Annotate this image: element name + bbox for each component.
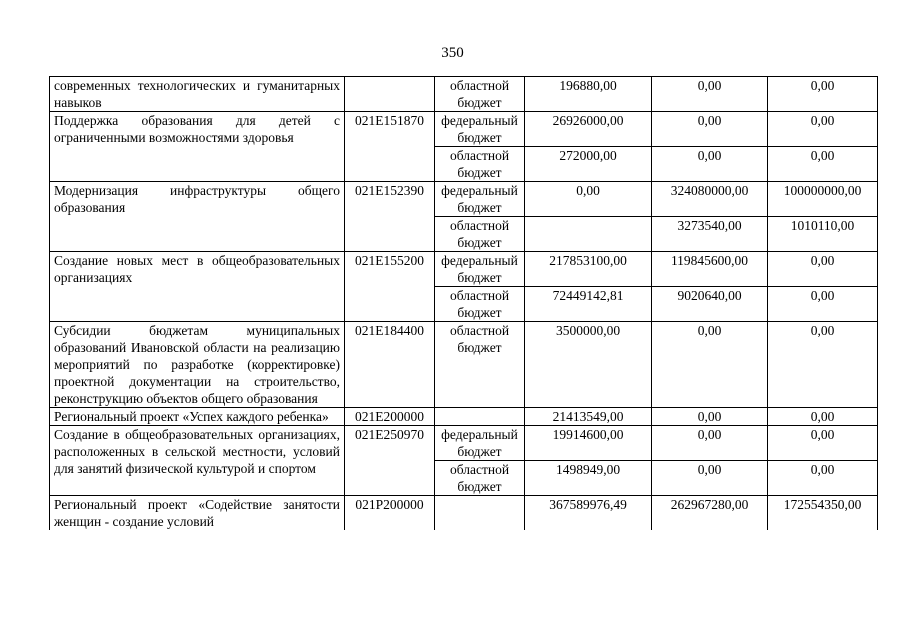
- table-row: [50, 252, 878, 287]
- table-row: [50, 322, 878, 408]
- table-row: [50, 112, 878, 147]
- table-row: [50, 496, 878, 531]
- funding-source: федеральный бюджет: [435, 182, 525, 217]
- value-3: 0,00: [768, 408, 878, 426]
- funding-source: областной бюджет: [435, 461, 525, 496]
- value-1: 217853100,00: [525, 252, 652, 287]
- row-code: 021E184400: [345, 322, 435, 408]
- value-1: 1498949,00: [525, 461, 652, 496]
- value-2: 119845600,00: [652, 252, 768, 287]
- value-2: 3273540,00: [652, 217, 768, 252]
- table-row: [50, 182, 878, 217]
- value-3: 0,00: [768, 77, 878, 112]
- row-code: 021P200000: [345, 496, 435, 531]
- funding-source: [435, 408, 525, 426]
- funding-source: областной бюджет: [435, 147, 525, 182]
- value-2: 0,00: [652, 461, 768, 496]
- row-code: 021E250970: [345, 426, 435, 496]
- row-code: 021E152390: [345, 182, 435, 252]
- funding-source: областной бюджет: [435, 287, 525, 322]
- value-3: 100000000,00: [768, 182, 878, 217]
- value-1: 26926000,00: [525, 112, 652, 147]
- value-3: 172554350,00: [768, 496, 878, 531]
- row-code: [345, 77, 435, 112]
- value-1: 21413549,00: [525, 408, 652, 426]
- funding-source: федеральный бюджет: [435, 252, 525, 287]
- budget-table: [49, 76, 878, 530]
- value-2: 324080000,00: [652, 182, 768, 217]
- value-2: 0,00: [652, 112, 768, 147]
- funding-source: федеральный бюджет: [435, 112, 525, 147]
- row-name: Создание новых мест в общеобразовательных организациях: [50, 252, 345, 322]
- value-3: 0,00: [768, 112, 878, 147]
- table-row: [50, 426, 878, 461]
- value-3: 0,00: [768, 426, 878, 461]
- value-3: 0,00: [768, 252, 878, 287]
- row-name: Региональный проект «Содействие занятости женщин - создание условий: [50, 496, 345, 531]
- row-name: Модернизация инфраструктуры общего образования: [50, 182, 345, 252]
- value-3: 0,00: [768, 147, 878, 182]
- funding-source: областной бюджет: [435, 322, 525, 408]
- row-name: Поддержка образования для детей с ограниченными возможностями здоровья: [50, 112, 345, 182]
- value-2: 9020640,00: [652, 287, 768, 322]
- value-1: 272000,00: [525, 147, 652, 182]
- value-2: 0,00: [652, 408, 768, 426]
- row-name: Региональный проект «Успех каждого ребенка»: [50, 408, 345, 426]
- row-code: 021E155200: [345, 252, 435, 322]
- funding-source: [435, 496, 525, 531]
- row-code: 021E200000: [345, 408, 435, 426]
- value-1: 196880,00: [525, 77, 652, 112]
- funding-source: областной бюджет: [435, 77, 525, 112]
- value-1: 72449142,81: [525, 287, 652, 322]
- value-2: 0,00: [652, 77, 768, 112]
- value-2: 0,00: [652, 147, 768, 182]
- table-row: [50, 77, 878, 112]
- value-3: 0,00: [768, 287, 878, 322]
- row-name: современных технологических и гуманитарных навыков: [50, 77, 345, 112]
- value-1: 19914600,00: [525, 426, 652, 461]
- value-3: 0,00: [768, 322, 878, 408]
- value-1: 367589976,49: [525, 496, 652, 531]
- page-number: 350: [441, 45, 464, 61]
- value-1: 0,00: [525, 182, 652, 217]
- value-2: 0,00: [652, 426, 768, 461]
- funding-source: областной бюджет: [435, 217, 525, 252]
- value-1: 3500000,00: [525, 322, 652, 408]
- value-3: 1010110,00: [768, 217, 878, 252]
- row-name: Субсидии бюджетам муниципальных образований Ивановской области на реализацию мероприятий по разработке (корректировке) проектной документации на строительство, реконструкцию объектов общего образования: [50, 322, 345, 408]
- table-row: [50, 408, 878, 426]
- row-name: Создание в общеобразовательных организациях, расположенных в сельской местности, условий для занятий физической культурой и спортом: [50, 426, 345, 496]
- value-2: 0,00: [652, 322, 768, 408]
- funding-source: федеральный бюджет: [435, 426, 525, 461]
- value-1: [525, 217, 652, 252]
- value-3: 0,00: [768, 461, 878, 496]
- value-2: 262967280,00: [652, 496, 768, 531]
- row-code: 021E151870: [345, 112, 435, 182]
